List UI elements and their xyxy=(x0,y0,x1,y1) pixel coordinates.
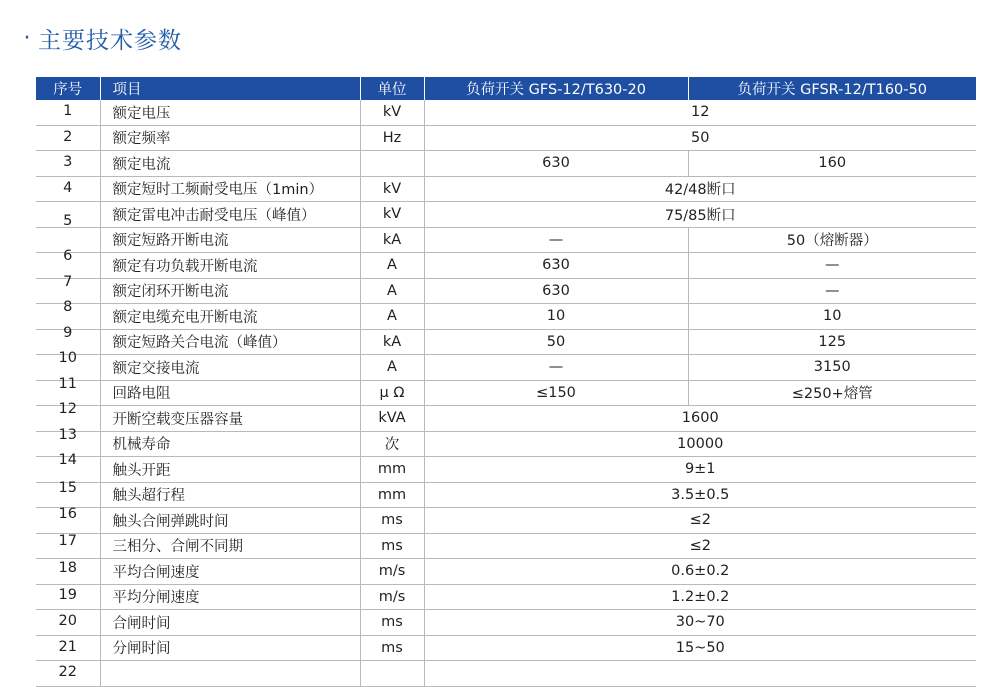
row-unit: m/s xyxy=(360,559,424,585)
row-number xyxy=(36,202,100,228)
row-item: 平均合闸速度 xyxy=(100,559,360,585)
row-number-text: 7 xyxy=(63,273,73,290)
table-row xyxy=(36,661,976,687)
table-row xyxy=(36,431,976,457)
row-unit: A xyxy=(360,355,424,381)
row-number-text: 15 xyxy=(58,479,77,496)
row-item: 额定交接电流 xyxy=(100,355,360,381)
row-item: 三相分、合闸不同期 xyxy=(100,533,360,559)
row-unit: kA xyxy=(360,227,424,253)
row-unit: ms xyxy=(360,533,424,559)
row-item: 触头开距 xyxy=(100,457,360,483)
row-unit: ms xyxy=(360,635,424,661)
table-row xyxy=(36,100,976,125)
row-number xyxy=(36,533,100,559)
table-row xyxy=(36,380,976,406)
row-value-model-1: 630 xyxy=(424,253,688,279)
row-number-text: 6 xyxy=(63,248,73,264)
row-unit: mm xyxy=(360,482,424,508)
row-unit: kV xyxy=(360,202,424,228)
table-row xyxy=(36,559,976,585)
row-item: 分闸时间 xyxy=(100,635,360,661)
bullet-icon: · xyxy=(23,25,31,51)
row-value-model-1: 50 xyxy=(424,329,688,355)
row-number xyxy=(36,508,100,534)
row-value-model-2: 50（熔断器） xyxy=(688,227,976,253)
table-row xyxy=(36,635,976,661)
row-value-model-2: 10 xyxy=(688,304,976,330)
row-item: 额定电缆充电开断电流 xyxy=(100,304,360,330)
row-number xyxy=(36,452,100,483)
row-number xyxy=(36,610,100,636)
row-number-text: 20 xyxy=(58,613,77,629)
header-item: 项目 xyxy=(100,77,360,100)
row-value-shared: 12 xyxy=(424,100,976,125)
row-number xyxy=(36,661,100,687)
header-unit: 单位 xyxy=(360,77,424,100)
row-unit: kV xyxy=(360,100,424,125)
row-unit: m/s xyxy=(360,584,424,610)
table-body xyxy=(36,100,976,686)
row-value-shared: 10000 xyxy=(424,431,976,457)
row-value-shared: 9±1 xyxy=(424,457,976,483)
row-unit: A xyxy=(360,253,424,279)
row-item: 额定频率 xyxy=(100,125,360,151)
row-item: 触头合闸弹跳时间 xyxy=(100,508,360,534)
row-value-shared: ≤2 xyxy=(424,533,976,559)
row-value-model-1: 630 xyxy=(424,151,688,177)
row-unit xyxy=(360,151,424,177)
header-no: 序号 xyxy=(36,77,100,100)
row-number-text: 10 xyxy=(58,350,77,366)
row-number-text: 4 xyxy=(63,179,73,196)
row-number-text: 9 xyxy=(63,324,73,341)
row-item: 额定短路开断电流 xyxy=(100,227,360,253)
row-item: 触头超行程 xyxy=(100,482,360,508)
row-unit: A xyxy=(360,278,424,304)
row-item: 额定电流 xyxy=(100,151,360,177)
table-row xyxy=(36,227,976,253)
row-value-shared: 3.5±0.5 xyxy=(424,482,976,508)
row-number xyxy=(36,559,100,585)
row-unit xyxy=(360,661,424,687)
row-value-model-1: 10 xyxy=(424,304,688,330)
row-value-model-2: — xyxy=(688,278,976,304)
row-item: 开断空载变压器容量 xyxy=(100,406,360,432)
row-number-text: 3 xyxy=(63,154,73,170)
table-row xyxy=(36,457,976,483)
row-value-shared: 50 xyxy=(424,125,976,151)
table-row xyxy=(36,508,976,534)
row-value-shared: 1.2±0.2 xyxy=(424,584,976,610)
row-item: 额定短路关合电流（峰值） xyxy=(100,329,360,355)
row-value-shared: 75/85断口 xyxy=(424,202,976,228)
row-number-text: 11 xyxy=(58,375,77,392)
table-row xyxy=(36,176,976,202)
row-value-shared: 30~70 xyxy=(424,610,976,636)
row-number xyxy=(36,584,100,610)
row-item: 额定短时工频耐受电压（1min） xyxy=(100,176,360,202)
row-unit: ms xyxy=(360,508,424,534)
row-value-model-1: 630 xyxy=(424,278,688,304)
row-number-text: 8 xyxy=(63,299,73,315)
row-number-text: 13 xyxy=(58,426,77,443)
row-value-model-2: — xyxy=(688,253,976,279)
table-row xyxy=(36,482,976,508)
row-number-text: 14 xyxy=(58,452,77,468)
header-model-1: 负荷开关 GFS-12/T630-20 xyxy=(424,77,688,100)
row-number xyxy=(36,479,100,508)
row-number xyxy=(36,151,100,177)
table-header-row xyxy=(36,77,976,100)
row-number-text: 18 xyxy=(58,560,77,576)
row-item: 平均分闸速度 xyxy=(100,584,360,610)
row-number-text: 21 xyxy=(58,638,77,655)
row-number xyxy=(36,176,100,202)
row-number xyxy=(36,635,100,661)
row-value-shared: 42/48断口 xyxy=(424,176,976,202)
row-number-text: 1 xyxy=(63,103,73,119)
row-number-text: 22 xyxy=(58,664,77,680)
row-unit: μ Ω xyxy=(360,380,424,406)
row-item: 额定雷电冲击耐受电压（峰值） xyxy=(100,202,360,228)
table-row xyxy=(36,406,976,432)
table-row xyxy=(36,202,976,228)
section-title xyxy=(16,18,182,58)
table-row xyxy=(36,533,976,559)
row-number-text: 19 xyxy=(58,586,77,603)
row-number-text: 16 xyxy=(58,506,77,522)
row-number xyxy=(36,100,100,125)
row-number-text: 5 xyxy=(63,213,73,229)
table-row xyxy=(36,329,976,355)
row-unit: kV xyxy=(360,176,424,202)
table-row xyxy=(36,125,976,151)
row-value-shared: 1600 xyxy=(424,406,976,432)
row-value-model-2: 3150 xyxy=(688,355,976,381)
row-item: 合闸时间 xyxy=(100,610,360,636)
table-row xyxy=(36,355,976,381)
row-number-text: 12 xyxy=(58,401,77,417)
row-value-model-2: ≤250+熔管 xyxy=(688,380,976,406)
row-unit: A xyxy=(360,304,424,330)
row-value-model-2: 160 xyxy=(688,151,976,177)
table-row xyxy=(36,610,976,636)
row-value-shared: 15~50 xyxy=(424,635,976,661)
table-row xyxy=(36,278,976,304)
row-item: 额定闭环开断电流 xyxy=(100,278,360,304)
row-item: 额定电压 xyxy=(100,100,360,125)
row-unit: mm xyxy=(360,457,424,483)
row-item: 机械寿命 xyxy=(100,431,360,457)
row-item xyxy=(100,661,360,687)
row-value-shared xyxy=(424,661,976,687)
row-value-model-1: ≤150 xyxy=(424,380,688,406)
header-model-2: 负荷开关 GFSR-12/T160-50 xyxy=(688,77,976,100)
row-value-model-1: — xyxy=(424,355,688,381)
row-item: 额定有功负载开断电流 xyxy=(100,253,360,279)
row-unit: ms xyxy=(360,610,424,636)
table-row xyxy=(36,304,976,330)
row-value-shared: ≤2 xyxy=(424,508,976,534)
table-row xyxy=(36,253,976,279)
spec-table xyxy=(36,77,976,687)
row-number xyxy=(36,125,100,151)
row-unit: kA xyxy=(360,329,424,355)
table-row xyxy=(36,151,976,177)
row-unit: kVA xyxy=(360,406,424,432)
row-number-text: 2 xyxy=(63,128,73,145)
table-row xyxy=(36,584,976,610)
row-number-text: 17 xyxy=(58,532,77,549)
row-unit: Hz xyxy=(360,125,424,151)
row-value-model-2: 125 xyxy=(688,329,976,355)
row-item: 回路电阻 xyxy=(100,380,360,406)
row-value-shared: 0.6±0.2 xyxy=(424,559,976,585)
section-title-text: 主要技术参数 xyxy=(38,27,182,54)
row-value-model-1: — xyxy=(424,227,688,253)
row-unit: 次 xyxy=(360,431,424,457)
